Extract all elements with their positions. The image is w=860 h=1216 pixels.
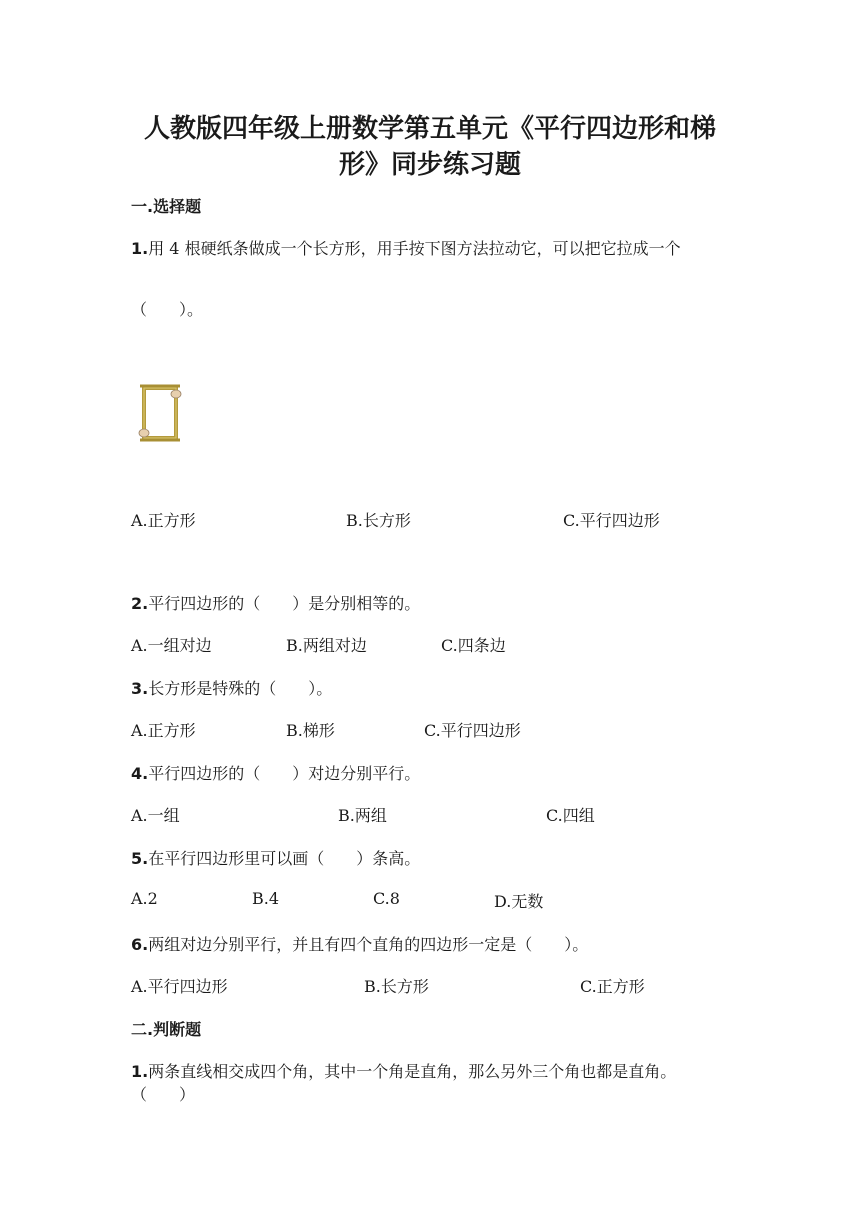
question-1-blank: （ ）。 <box>131 300 204 319</box>
question-number: 4. <box>131 764 149 783</box>
question-1 <box>131 236 681 259</box>
judge-question-1-blank: （ ） <box>131 1085 196 1104</box>
q4-option-a: A.一组 <box>131 806 180 825</box>
q5-option-a: A.2 <box>131 889 158 908</box>
q5-option-d: D.无数 <box>494 892 544 911</box>
question-text: 平行四边形的（ ）是分别相等的。 <box>148 594 421 613</box>
question-number: 2. <box>131 594 149 613</box>
q4-option-b: B.两组 <box>338 806 387 825</box>
q6-option-b: B.长方形 <box>364 977 429 996</box>
question-5 <box>131 846 420 869</box>
q3-option-b: B.梯形 <box>286 721 335 740</box>
section-choice-heading: 一.选择题 <box>131 197 202 216</box>
q5-option-b: B.4 <box>252 889 280 908</box>
rectangle-frame-figure <box>136 380 186 445</box>
question-text: 两组对边分别平行，并且有四个直角的四边形一定是（ ）。 <box>148 935 589 954</box>
q3-option-c: C.平行四边形 <box>424 721 521 740</box>
q1-option-c: C.平行四边形 <box>563 511 660 530</box>
page-title-line2: 形》同步练习题 <box>338 150 521 180</box>
question-text: 在平行四边形里可以画（ ）条高。 <box>148 849 421 868</box>
q2-option-c: C.四条边 <box>441 636 506 655</box>
section-judge-heading: 二.判断题 <box>131 1020 202 1039</box>
q6-option-c: C.正方形 <box>580 977 645 996</box>
q4-option-c: C.四组 <box>546 806 595 825</box>
q3-option-a: A.正方形 <box>131 721 196 740</box>
question-4 <box>131 761 420 784</box>
question-number: 1. <box>131 1062 149 1081</box>
q2-option-a: A.一组对边 <box>131 636 212 655</box>
question-3 <box>131 676 332 699</box>
question-number: 1. <box>131 239 149 258</box>
page-title-line1: 人教版四年级上册数学第五单元《平行四边形和梯 <box>143 114 716 144</box>
question-text: 长方形是特殊的（ ）。 <box>148 679 333 698</box>
question-number: 5. <box>131 849 149 868</box>
question-6 <box>131 932 588 955</box>
question-number: 6. <box>131 935 149 954</box>
question-text: 两条直线相交成四个角，其中一个角是直角，那么另外三个角也都是直角。 <box>148 1062 677 1081</box>
q1-option-a: A.正方形 <box>131 511 196 530</box>
judge-question-1 <box>131 1059 676 1082</box>
q5-option-c: C.8 <box>373 889 400 908</box>
q1-option-b: B.长方形 <box>346 511 411 530</box>
q6-option-a: A.平行四边形 <box>131 977 228 996</box>
question-number: 3. <box>131 679 149 698</box>
question-text: 平行四边形的（ ）对边分别平行。 <box>148 764 421 783</box>
question-2 <box>131 591 420 614</box>
q2-option-b: B.两组对边 <box>286 636 367 655</box>
question-text: 用 4 根硬纸条做成一个长方形，用手按下图方法拉动它，可以把它拉成一个 <box>148 239 681 258</box>
